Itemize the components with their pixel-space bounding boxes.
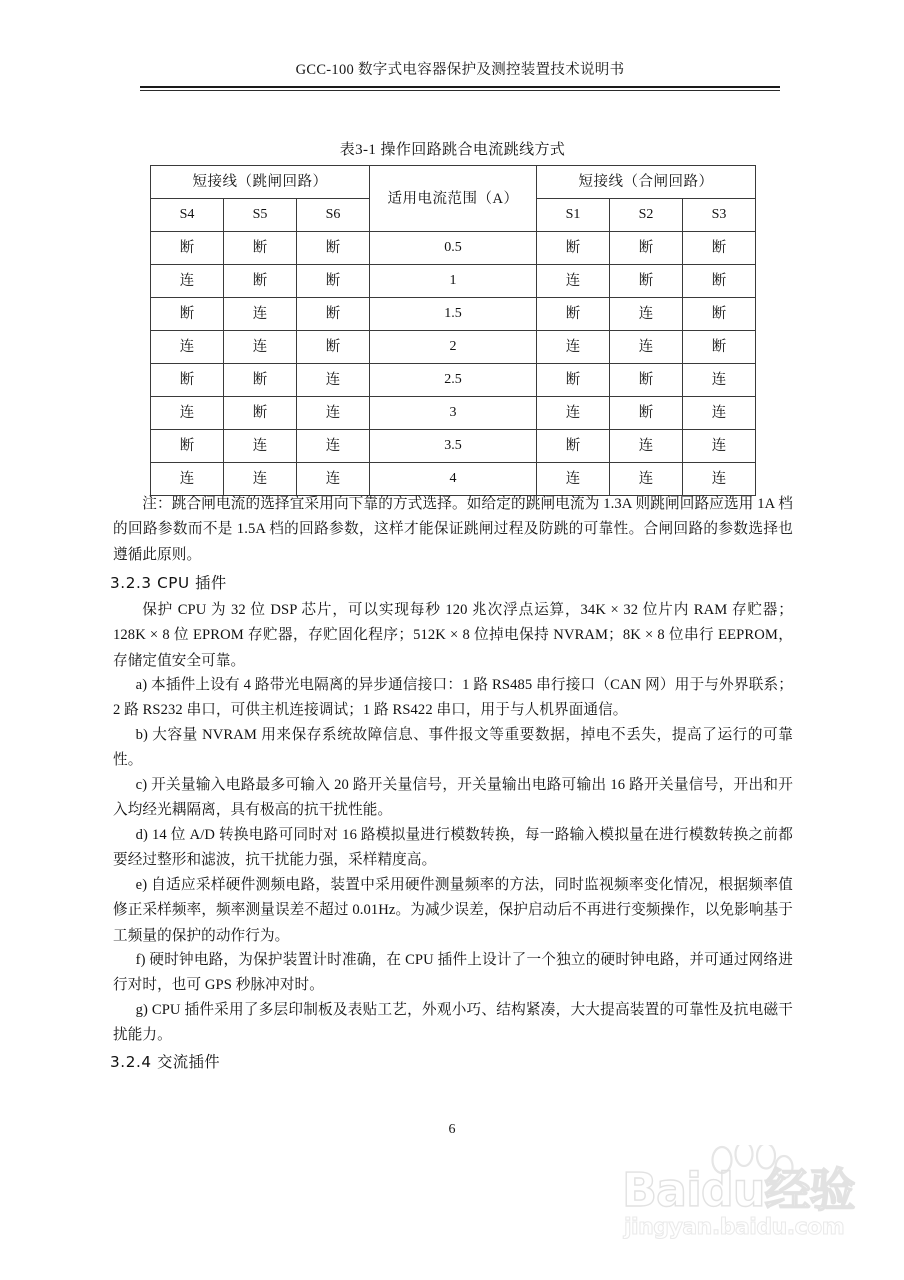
cell-s5: 断 <box>224 364 297 397</box>
table-body <box>151 232 756 496</box>
header-s6: S6 <box>297 199 370 232</box>
cell-s1: 断 <box>537 430 610 463</box>
table-row <box>151 430 756 463</box>
header-s2: S2 <box>610 199 683 232</box>
cell-s2: 连 <box>610 331 683 364</box>
paragraph-item-b: b) 大容量 NVRAM 用来保存系统故障信息、事件报文等重要数据，掉电不丢失，提高了运行的可靠性。 <box>113 727 793 769</box>
cell-s4: 连 <box>151 463 224 496</box>
header-trip-circuit-group: 短接线（跳闸回路） <box>151 166 370 199</box>
paw-print-icon <box>708 1145 794 1191</box>
paragraph-item-g: g) CPU 插件采用了多层印制板及表贴工艺，外观小巧、结构紧凑，大大提高装置的可靠性及抗电磁干扰能力。 <box>113 1002 793 1044</box>
running-head-title: GCC-100 数字式电容器保护及测控装置技术说明书 <box>295 62 625 78</box>
table-head <box>151 166 756 232</box>
cell-s5: 断 <box>224 265 297 298</box>
jumper-configuration-table <box>150 165 756 496</box>
table-row <box>151 463 756 496</box>
header-divider-rule <box>140 86 780 91</box>
cell-s6: 断 <box>297 298 370 331</box>
cell-s5: 连 <box>224 331 297 364</box>
cell-s6: 断 <box>297 232 370 265</box>
cell-s4: 连 <box>151 331 224 364</box>
cell-s2: 连 <box>610 298 683 331</box>
cell-s4: 连 <box>151 265 224 298</box>
cell-current: 0.5 <box>370 232 537 265</box>
cell-s2: 断 <box>610 265 683 298</box>
section-heading-3-2-3: 3.2.3 CPU 插件 <box>110 574 227 592</box>
paragraph-cpu-intro: 保护 CPU 为 32 位 DSP 芯片，可以实现每秒 120 兆次浮点运算，34K × 32 位片内 RAM 存贮器；128K × 8 位 EPROM 存贮器，存贮固化程序；512K × 8 位掉电保持 NVRAM；8K × 8 位串行 EEPROM，存储定值安全可靠。 <box>113 602 793 669</box>
cell-s5: 断 <box>224 397 297 430</box>
cell-s1: 连 <box>537 397 610 430</box>
cell-s6: 连 <box>297 397 370 430</box>
header-s3: S3 <box>683 199 756 232</box>
cell-current: 3 <box>370 397 537 430</box>
cell-s4: 断 <box>151 232 224 265</box>
table-row <box>151 265 756 298</box>
cell-s6: 连 <box>297 430 370 463</box>
paragraph-item-a: a) 本插件上设有 4 路带光电隔离的异步通信接口：1 路 RS485 串行接口（CAN 网）用于与外界联系；2 路 RS232 串口，可供主机连接调试；1 路 RS422 串口，用于与人机界面通信。 <box>113 677 793 719</box>
cell-s6: 连 <box>297 364 370 397</box>
section-heading-3-2-4: 3.2.4 交流插件 <box>110 1053 221 1071</box>
table-row <box>151 364 756 397</box>
watermark-brand-cn: 经验 <box>764 1163 855 1217</box>
cell-current: 1 <box>370 265 537 298</box>
cell-current: 2 <box>370 331 537 364</box>
cell-s3: 连 <box>683 397 756 430</box>
cell-s1: 连 <box>537 265 610 298</box>
cell-current: 2.5 <box>370 364 537 397</box>
table-row <box>151 397 756 430</box>
table-row <box>151 298 756 331</box>
cell-current: 3.5 <box>370 430 537 463</box>
header-s1: S1 <box>537 199 610 232</box>
baidu-watermark <box>622 1145 892 1241</box>
cell-s6: 断 <box>297 265 370 298</box>
header-s4: S4 <box>151 199 224 232</box>
cell-current: 1.5 <box>370 298 537 331</box>
cell-s5: 断 <box>224 232 297 265</box>
page-number: 6 <box>448 1122 456 1137</box>
paragraph-item-e: e) 自适应采样硬件测频电路，装置中采用硬件测量频率的方法，同时监视频率变化情况，根据频率值修正采样频率，频率测量误差不超过 0.01Hz。为减少误差，保护启动后不再进行变频操作，以免影响基于工频量的保护的动作行为。 <box>113 877 793 944</box>
paragraph-item-d: d) 14 位 A/D 转换电路可同时对 16 路模拟量进行模数转换，每一路输入模拟量在进行模数转换之前都要经过整形和滤波，抗干扰能力强，采样精度高。 <box>113 827 793 869</box>
page-header <box>140 58 780 91</box>
watermark-brand-latin: Baidu <box>622 1163 765 1217</box>
paragraph-item-f: f) 硬时钟电路，为保护装置计时准确，在 CPU 插件上设计了一个独立的硬时钟电路，并可通过网络进行对时，也可 GPS 秒脉冲对时。 <box>113 952 793 994</box>
header-current-range: 适用电流范围（A） <box>370 166 537 232</box>
watermark-url: jingyan.baidu.com <box>624 1215 845 1240</box>
cell-s3: 断 <box>683 265 756 298</box>
table-note-paragraph: 注：跳合闸电流的选择宜采用向下靠的方式选择。如给定的跳闸电流为 1.3A 则跳闸回路应选用 1A 档的回路参数而不是 1.5A 档的回路参数，这样才能保证跳闸过程及防跳的可靠性。合闸回路的参数选择也遵循此原则。 <box>113 496 793 563</box>
cell-s3: 连 <box>683 364 756 397</box>
header-s5: S5 <box>224 199 297 232</box>
cell-s1: 断 <box>537 364 610 397</box>
cell-s4: 断 <box>151 364 224 397</box>
table-row <box>151 331 756 364</box>
cell-s6: 连 <box>297 463 370 496</box>
table-row <box>151 232 756 265</box>
cell-s2: 断 <box>610 397 683 430</box>
cell-s2: 断 <box>610 232 683 265</box>
cell-s1: 连 <box>537 463 610 496</box>
cell-s3: 断 <box>683 298 756 331</box>
watermark-brand-text <box>622 1163 855 1217</box>
cell-s2: 连 <box>610 463 683 496</box>
cell-current: 4 <box>370 463 537 496</box>
cell-s3: 连 <box>683 430 756 463</box>
cell-s6: 断 <box>297 331 370 364</box>
cell-s2: 连 <box>610 430 683 463</box>
table-caption: 表3-1 操作回路跳合电流跳线方式 <box>339 142 566 158</box>
paragraph-item-c: c) 开关量输入电路最多可输入 20 路开关量信号，开关量输出电路可输出 16 路开关量信号，开出和开入均经光耦隔离，具有极高的抗干扰性能。 <box>113 777 793 819</box>
cell-s3: 断 <box>683 331 756 364</box>
cell-s1: 连 <box>537 331 610 364</box>
cell-s5: 连 <box>224 463 297 496</box>
cell-s4: 断 <box>151 298 224 331</box>
cell-s4: 断 <box>151 430 224 463</box>
header-close-circuit-group: 短接线（合闸回路） <box>537 166 756 199</box>
cell-s1: 断 <box>537 298 610 331</box>
table-group-header-row <box>151 166 756 199</box>
cell-s3: 断 <box>683 232 756 265</box>
cell-s5: 连 <box>224 298 297 331</box>
cell-s4: 连 <box>151 397 224 430</box>
cell-s1: 断 <box>537 232 610 265</box>
cell-s2: 断 <box>610 364 683 397</box>
cell-s3: 连 <box>683 463 756 496</box>
cell-s5: 连 <box>224 430 297 463</box>
